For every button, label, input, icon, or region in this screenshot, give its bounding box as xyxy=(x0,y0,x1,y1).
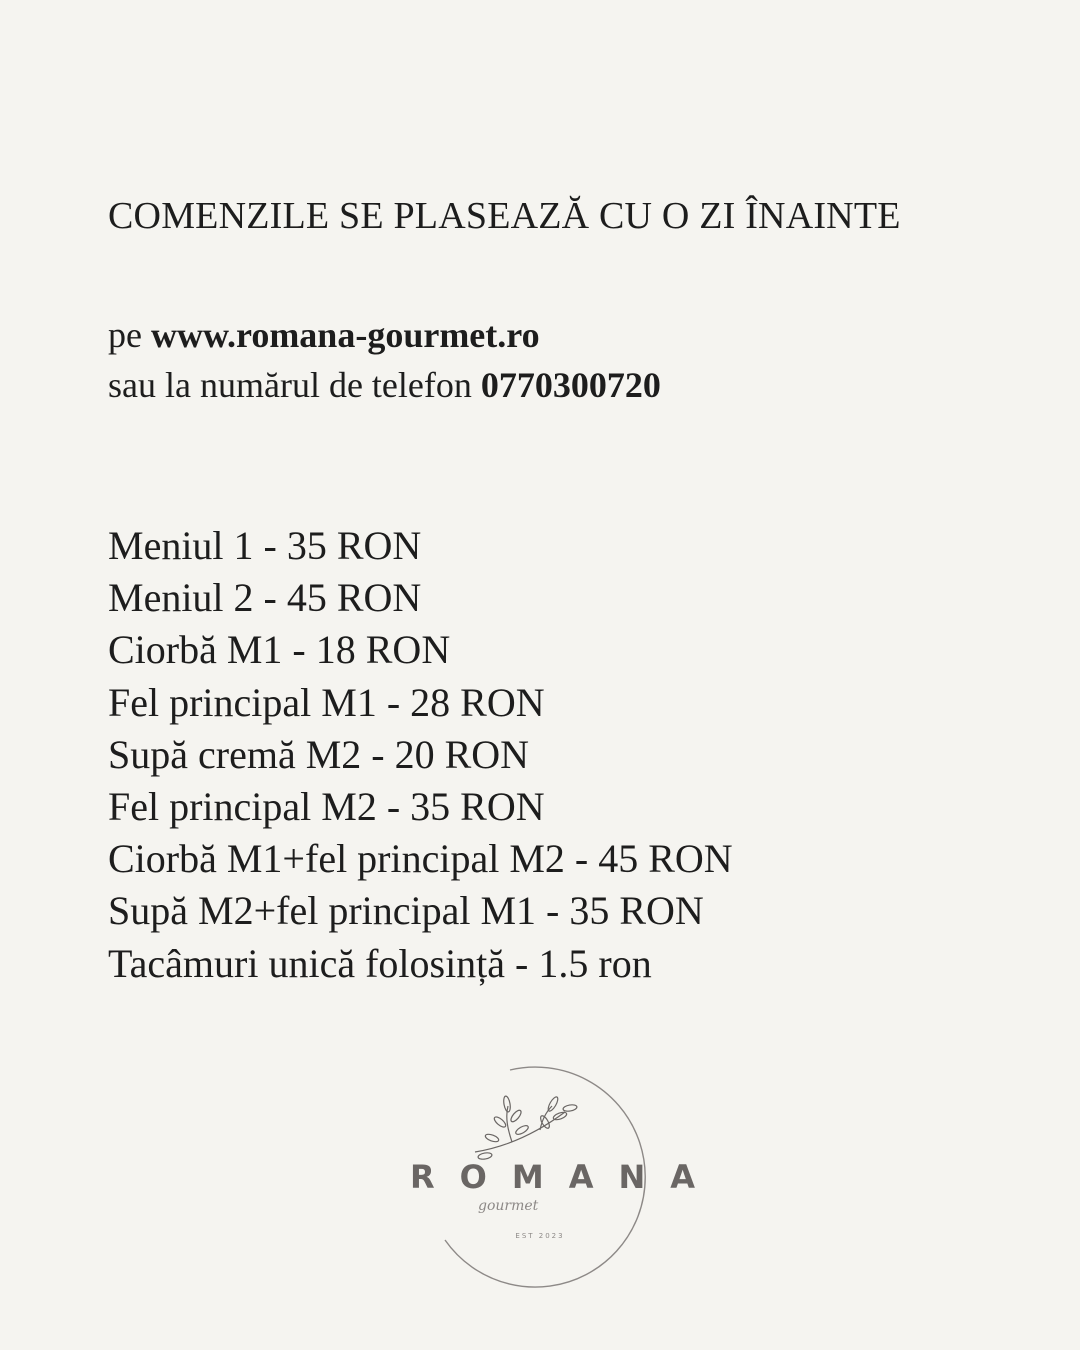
price-item: Ciorbă M1 - 18 RON xyxy=(108,627,451,673)
price-item: Supă M2+fel principal M1 - 35 RON xyxy=(108,888,704,934)
price-list xyxy=(108,520,733,990)
phone-prefix: sau la numărul de telefon xyxy=(108,365,481,405)
website-prefix: pe xyxy=(108,315,151,355)
phone-number[interactable]: 0770300720 xyxy=(480,365,661,405)
olive-branch-icon xyxy=(475,1096,577,1161)
price-item: Fel principal M2 - 35 RON xyxy=(108,784,545,830)
contact-info xyxy=(108,310,661,410)
page-heading: COMENZILE SE PLASEAZĂ CU O ZI ÎNAINTE xyxy=(108,195,901,237)
price-item: Supă cremă M2 - 20 RON xyxy=(108,731,530,777)
price-item: Ciorbă M1+fel principal M2 - 45 RON xyxy=(108,836,733,882)
price-item: Meniul 2 - 45 RON xyxy=(108,575,422,621)
price-item: Meniul 1 - 35 RON xyxy=(108,523,422,568)
brand-established: EST 2023 xyxy=(515,1232,565,1240)
website-line xyxy=(108,310,661,360)
brand-subtitle: gourmet xyxy=(478,1198,539,1214)
price-item: Fel principal M1 - 28 RON xyxy=(108,679,545,725)
website-link[interactable]: www.romana-gourmet.ro xyxy=(150,315,540,355)
phone-line xyxy=(108,360,661,410)
brand-logo xyxy=(390,1060,720,1290)
price-item: Tacâmuri unică folosință - 1.5 ron xyxy=(108,940,652,986)
brand-name: ROMANA xyxy=(410,1158,720,1196)
